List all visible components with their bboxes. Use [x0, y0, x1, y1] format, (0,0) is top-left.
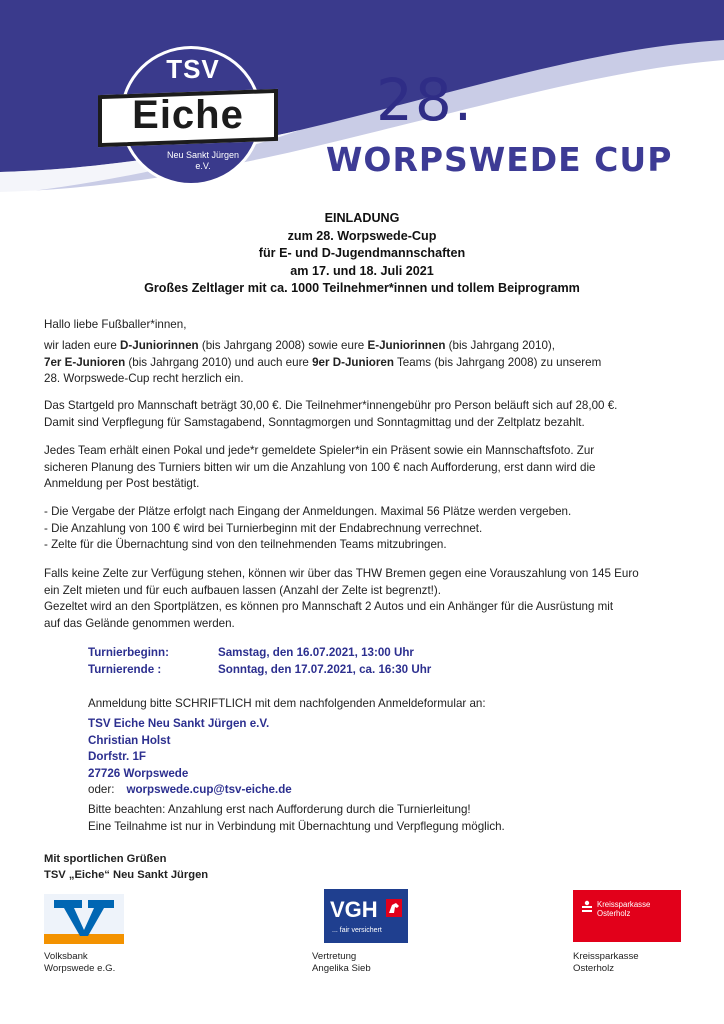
cup-title: WORPSWEDE CUP: [326, 140, 673, 179]
note-line: Eine Teilnahme ist nur in Verbindung mit Übernachtung und Verpflegung möglich.: [88, 819, 505, 833]
logo-club-name: Eiche: [132, 93, 244, 137]
greeting: Hallo liebe Fußballer*innen,: [44, 318, 187, 331]
team-category: 9er D-Junioren: [312, 355, 394, 369]
text: auf das Gelände genommen werden.: [44, 616, 235, 630]
text: Jedes Team erhält einen Pokal und jede*r gemeldete Spieler*in ein Präsent sowie ein Mannschaftsfoto. Zur: [44, 444, 595, 457]
sponsor-detail: Worpswede e.G.: [44, 963, 116, 974]
sponsor-caption: [44, 951, 115, 975]
invitation-heading: [0, 210, 724, 298]
text: Damit sind Verpflegung für Samstagabend, Sonntagmorgen und Sonntagmittag und der Zeltplatz bezahlt.: [44, 415, 585, 429]
text: Gezeltet wird an den Sportplätzen, es können pro Mannschaft 2 Autos und ein Anhänger für die Ausrüstung mit: [44, 600, 614, 613]
sparkasse-logo: [573, 890, 681, 942]
logo-subtitle: Neu Sankt Jürgen: [166, 150, 240, 160]
logo-tsv-text: TSV: [166, 54, 220, 84]
invitation-line: EINLADUNG: [324, 211, 400, 225]
text: Falls keine Zelte zur Verfügung stehen, können wir über das THW Bremen gegen eine Vorauszahlung von 145 Euro: [44, 567, 639, 580]
paragraph-fees: [44, 398, 680, 431]
horse-icon: [386, 899, 402, 917]
volksbank-icon: [44, 894, 124, 944]
logo-suffix: e.V.: [195, 161, 211, 171]
list-item: - Die Anzahlung von 100 € wird bei Turnierbeginn mit der Endabrechnung verrechnet.: [44, 521, 483, 535]
registration-note: [88, 802, 505, 835]
sparkasse-logo-text: [597, 900, 650, 918]
team-category: D-Juniorinnen: [120, 339, 199, 352]
text: 28. Worpswede-Cup recht herzlich ein.: [44, 372, 244, 385]
address-street: Dorfstr. 1F: [88, 750, 146, 763]
team-category: 7er E-Junioren: [44, 355, 126, 369]
sparkasse-icon: [581, 900, 593, 914]
email-link[interactable]: worpswede.cup@tsv-eiche.de: [126, 783, 292, 796]
logo-line: Kreissparkasse: [597, 900, 651, 909]
or-label: oder:: [88, 783, 115, 796]
vgh-logo: [324, 889, 408, 943]
signature-line: Mit sportlichen Grüßen: [44, 853, 167, 865]
edition-number: 28.: [376, 66, 475, 134]
sponsor-detail: Osterholz: [573, 963, 615, 974]
logo-line: Osterholz: [597, 909, 631, 918]
sponsor-caption: [573, 951, 639, 975]
invitation-line: zum 28. Worpswede-Cup: [287, 228, 437, 243]
paragraph-invite: [44, 338, 680, 388]
list-item: - Zelte für die Übernachtung sind von den teilnehmenden Teams mitzubringen.: [44, 538, 447, 551]
text: (bis Jahrgang 2010) und auch eure: [125, 355, 313, 369]
sponsor-caption: [312, 951, 371, 975]
address-org: TSV Eiche Neu Sankt Jürgen e.V.: [88, 717, 270, 730]
paragraph-tents: [44, 566, 680, 632]
text: wir laden eure: [44, 339, 121, 352]
vgh-slogan: ... fair versichert: [332, 927, 382, 934]
schedule-start-label: Turnierbeginn:: [88, 646, 169, 659]
team-category: E-Juniorinnen: [367, 339, 446, 352]
text: sicheren Planung des Turniers bitten wir um die Anzahlung von 100 € nach Aufforderung, erst dann wird die: [44, 460, 596, 474]
paragraph-prizes: [44, 443, 680, 493]
invitation-line: für E- und D-Jugendmannschaften: [258, 246, 466, 260]
signature: [44, 851, 208, 883]
text: Anmeldung per Post bestätigt.: [44, 477, 200, 490]
address-contact: Christian Holst: [88, 733, 171, 747]
sponsor-detail: Angelika Sieb: [312, 963, 371, 974]
rules-list: [44, 504, 680, 554]
signature-line: TSV „Eiche“ Neu Sankt Jürgen: [44, 869, 209, 881]
address-block: [88, 716, 292, 799]
club-logo: [98, 46, 288, 186]
list-item: - Die Vergabe der Plätze erfolgt nach Eingang der Anmeldungen. Maximal 56 Plätze werden vergeben.: [44, 505, 572, 518]
note-line: Bitte beachten: Anzahlung erst nach Aufforderung durch die Turnierleitung!: [88, 803, 471, 816]
text: ein Zelt mieten und für euch aufbauen lassen (Anzahl der Zelte ist begrenzt!).: [44, 583, 441, 597]
schedule-end-value: Sonntag, den 17.07.2021, ca. 16:30 Uhr: [218, 663, 432, 676]
address-city: 27726 Worpswede: [88, 766, 189, 780]
schedule-start-value: Samstag, den 16.07.2021, 13:00 Uhr: [218, 646, 414, 659]
vgh-logo-text: VGH: [330, 897, 378, 922]
invitation-line: Großes Zeltlager mit ca. 1000 Teilnehmer*innen und tollem Beiprogramm: [144, 281, 580, 295]
sponsor-name: Vertretung: [312, 951, 357, 962]
text: Das Startgeld pro Mannschaft beträgt 30,00 €. Die Teilnehmer*innengebühr pro Person beläuft sich auf 28,00 €.: [44, 399, 618, 412]
sponsor-name: Volksbank: [44, 951, 88, 962]
volksbank-logo: [44, 894, 124, 944]
schedule-end-label: Turnierende :: [88, 663, 162, 676]
registration-intro: Anmeldung bitte SCHRIFTLICH mit dem nachfolgenden Anmeldeformular an:: [88, 697, 486, 710]
invitation-line: am 17. und 18. Juli 2021: [290, 263, 434, 278]
sponsor-name: Kreissparkasse: [573, 951, 639, 962]
text: (bis Jahrgang 2010),: [445, 339, 555, 352]
text: (bis Jahrgang 2008) sowie eure: [198, 339, 368, 352]
text: Teams (bis Jahrgang 2008) zu unserem: [393, 355, 602, 369]
